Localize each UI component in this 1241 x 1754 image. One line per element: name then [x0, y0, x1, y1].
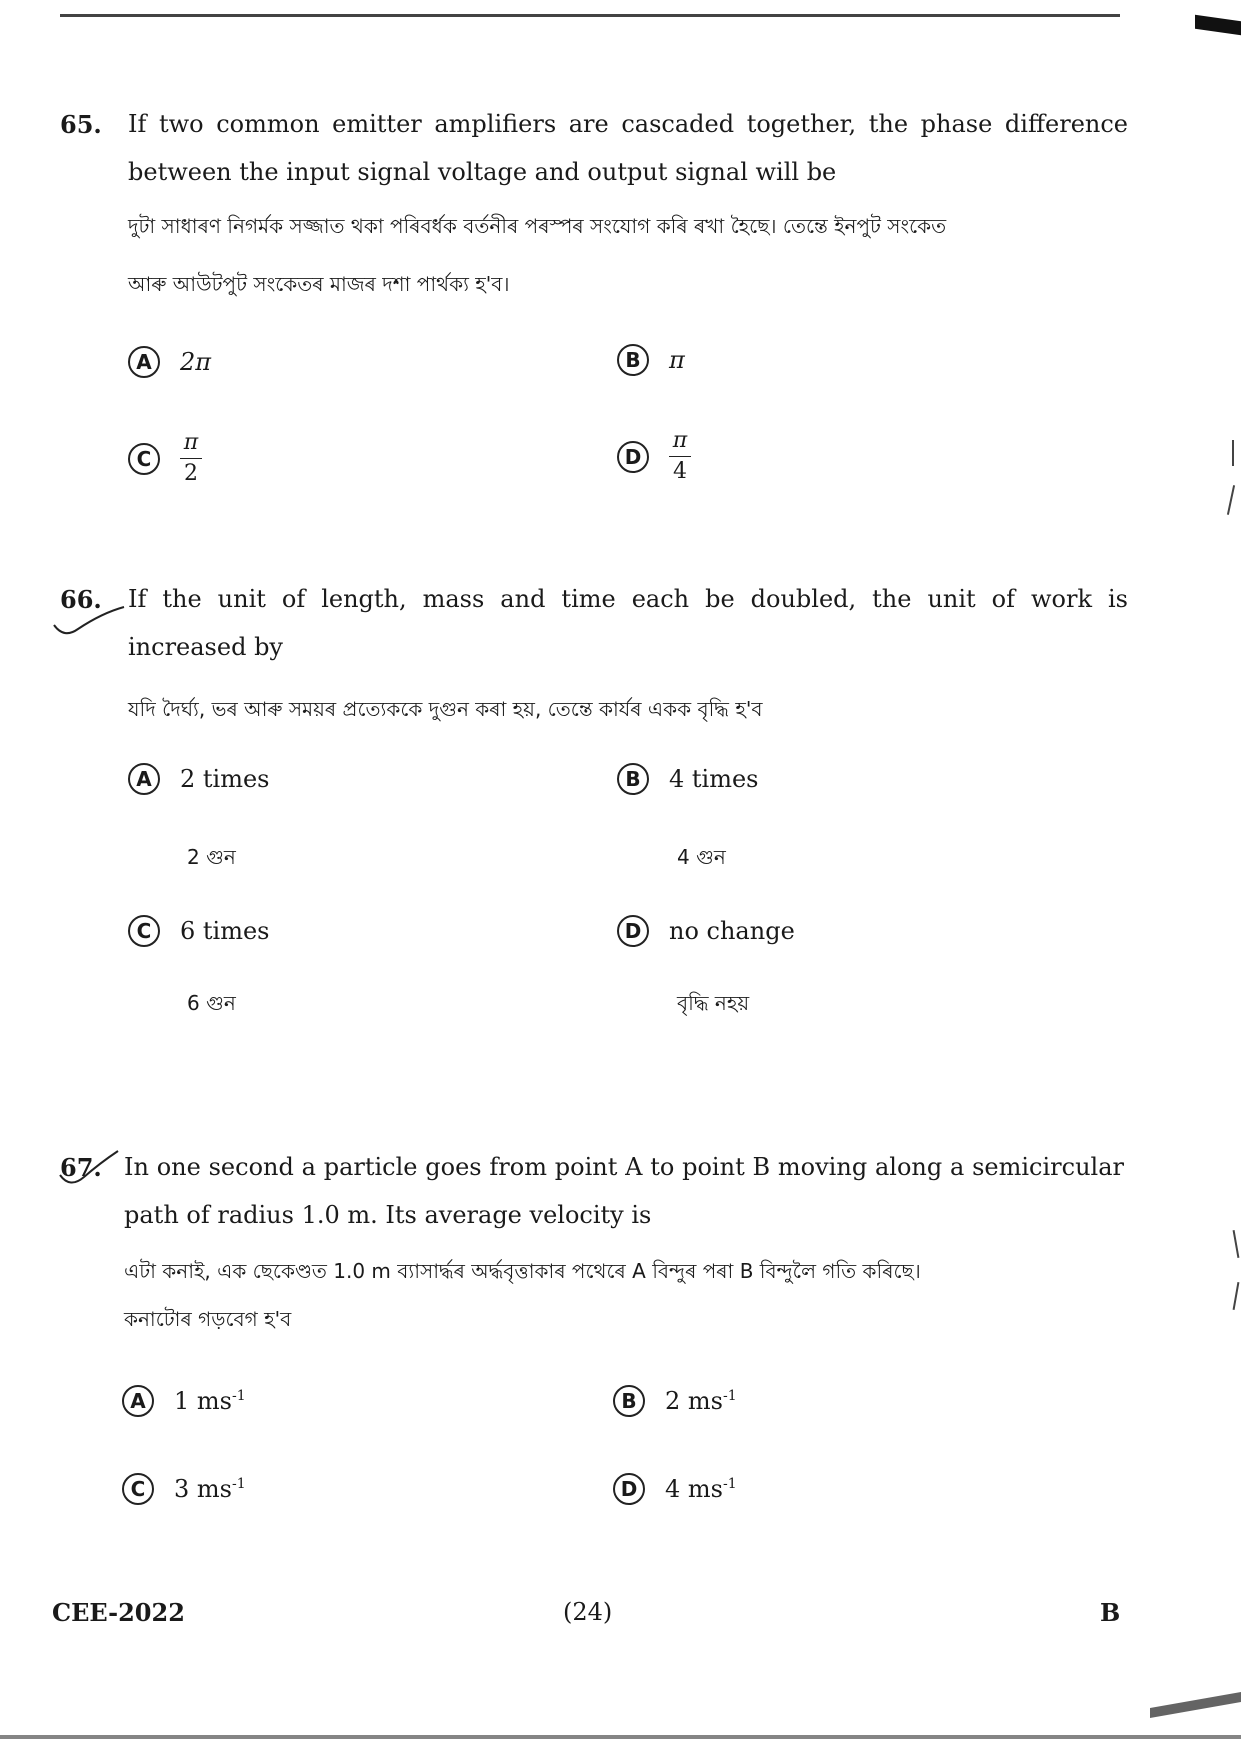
question-number: 66.: [60, 585, 102, 614]
fraction: [669, 428, 691, 485]
question-text-english: If the unit of length, mass and time each be doubled, the unit of work is increased by: [128, 585, 1128, 661]
option-value: 2π: [180, 348, 212, 376]
option-letter-circle: A: [128, 346, 160, 378]
option-letter-circle: A: [128, 763, 160, 795]
question-text-assamese-line2: কনাটোৰ গড়বেগ হ'ব: [124, 1307, 292, 1331]
page-number: (24): [563, 1598, 613, 1626]
question-text-assamese-line2: আৰু আউটপুট সংকেতৰ মাজৰ দশা পাৰ্থক্য হ'ব।: [128, 272, 510, 296]
option-value-english: 6 times: [180, 917, 270, 945]
option-letter-circle: C: [122, 1473, 154, 1505]
fraction-bar: [669, 456, 691, 457]
fraction-denominator: 4: [673, 459, 687, 484]
question-text-assamese-line1: দুটা সাধাৰণ নিগৰ্মক সজ্জাত থকা পৰিবৰ্ধক বৰ্তনীৰ পৰস্পৰ সংযোগ কৰি ৰখা হৈছে। তেন্তে ইনপুট সংকেত: [128, 214, 947, 238]
question-text-assamese-line1: এটা কনাই, এক ছেকেণ্ডত 1.0 m ব্যাসাৰ্দ্ধৰ অৰ্দ্ধবৃত্তাকাৰ পথেৰে A বিন্দুৰ পৰা B বিন্দুলৈ গতি কৰিছে।: [124, 1259, 921, 1283]
scan-mark: [1233, 1282, 1240, 1310]
question-set: B: [1100, 1598, 1121, 1627]
option-value-english: 2 times: [180, 765, 270, 793]
fraction-denominator: 2: [184, 461, 198, 486]
option-letter-circle: A: [122, 1385, 154, 1417]
question-number: 65.: [60, 110, 102, 139]
option-a[interactable]: [128, 763, 270, 795]
question-number: 67.: [60, 1153, 102, 1182]
fraction-bar: [180, 458, 202, 459]
option-c[interactable]: [128, 430, 202, 487]
question-text-english: If two common emitter amplifiers are cascaded together, the phase difference between the input signal voltage and output signal will be: [128, 110, 1128, 186]
question-text-english: In one second a particle goes from point A to point B moving along a semicircular path of radius 1.0 m. Its average velocity is: [124, 1153, 1124, 1229]
scan-mark: [1233, 1230, 1240, 1258]
option-letter-circle: D: [617, 915, 649, 947]
option-d[interactable]: [613, 1473, 737, 1505]
scan-corner-shadow-bottom: [1150, 1692, 1241, 1718]
option-letter-circle: C: [128, 915, 160, 947]
scan-edge-top: [60, 14, 1120, 17]
option-value-english: no change: [669, 917, 795, 945]
option-c-assamese: 6 গুন: [187, 991, 236, 1015]
scan-corner-shadow: [1195, 15, 1241, 35]
option-d-assamese: বৃদ্ধি নহয়: [677, 991, 750, 1015]
scan-mark: [1232, 440, 1234, 466]
option-d[interactable]: [617, 915, 795, 947]
option-value: 3 $ms^{-1}$: [174, 1475, 246, 1503]
option-b[interactable]: [617, 763, 759, 795]
option-d[interactable]: [617, 428, 691, 485]
question-text-assamese: যদি দৈৰ্ঘ্য, ভৰ আৰু সময়ৰ প্ৰত্যেককে দুগুন কৰা হয়, তেন্তে কাৰ্যৰ একক বৃদ্ধি হ'ব: [128, 697, 763, 721]
option-letter-circle: B: [617, 763, 649, 795]
scan-edge-bottom: [0, 1735, 1241, 1739]
option-b[interactable]: [613, 1385, 737, 1417]
fraction-numerator: π: [183, 430, 199, 455]
option-c[interactable]: [122, 1473, 246, 1505]
option-c[interactable]: [128, 915, 270, 947]
option-value: π: [669, 346, 685, 374]
option-b[interactable]: [617, 344, 685, 376]
option-letter-circle: D: [617, 441, 649, 473]
option-letter-circle: B: [613, 1385, 645, 1417]
option-letter-circle: B: [617, 344, 649, 376]
check-mark-icon: [56, 1149, 126, 1193]
option-b-assamese: 4 গুন: [677, 845, 726, 869]
option-value: 4 $ms^{-1}$: [665, 1475, 737, 1503]
option-value-english: 4 times: [669, 765, 759, 793]
exam-code: CEE-2022: [52, 1598, 185, 1627]
scan-mark: [1227, 485, 1235, 515]
check-mark-icon: [52, 605, 132, 645]
fraction-numerator: π: [672, 428, 688, 453]
option-a-assamese: 2 গুন: [187, 845, 236, 869]
fraction: [180, 430, 202, 487]
option-a[interactable]: [122, 1385, 246, 1417]
option-a[interactable]: [128, 346, 211, 378]
option-letter-circle: C: [128, 443, 160, 475]
option-letter-circle: D: [613, 1473, 645, 1505]
option-value: 1 $ms^{-1}$: [174, 1387, 246, 1415]
option-value: 2 $ms^{-1}$: [665, 1387, 737, 1415]
